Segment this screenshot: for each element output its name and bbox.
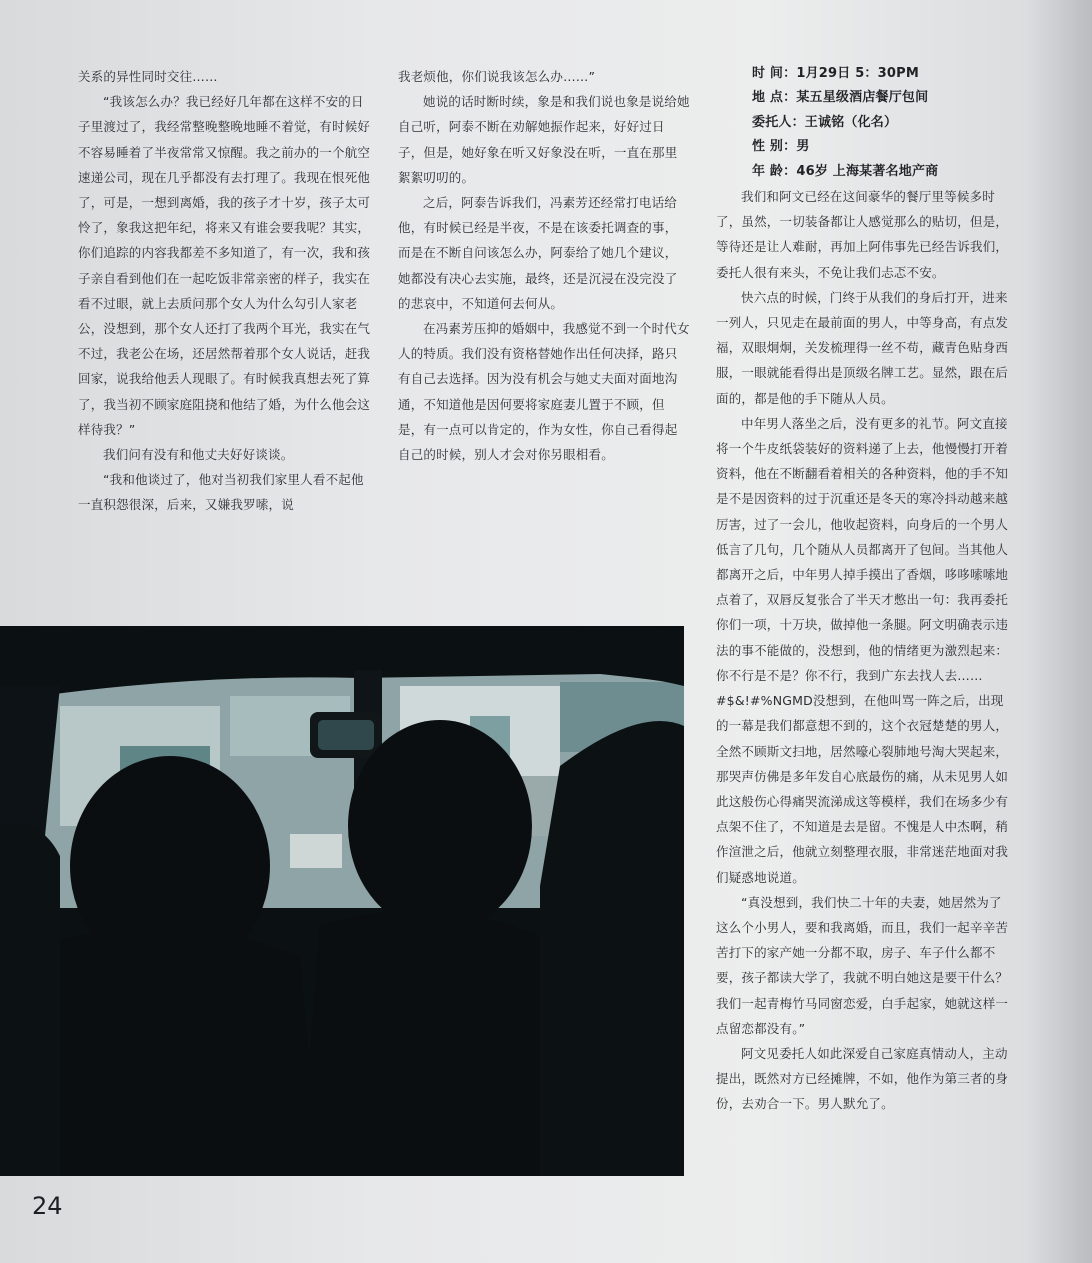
paragraph: 之后，阿泰告诉我们，冯素芳还经常打电话给他，有时候已经是半夜，不是在该委托调查的事，而是在不断自问该怎么办，阿泰给了她几个建议，她都没有决心去实施，最终，还是沉浸在没完没了的悲哀中，不知道何去何从。 <box>398 195 678 311</box>
paragraph: 快六点的时候，门终于从我们的身后打开，进来一列人，只见走在最前面的男人，中等身高，有点发福，双眼炯炯，关发梳理得一丝不苟，藏青色贴身西服，一眼就能看得出是顶级名牌工艺。显然，跟在后面的，都是他的手下随从人员。 <box>716 289 1009 406</box>
paragraph: 阿文见委托人如此深爱自己家庭真情动人，主动提出，既然对方已经摊牌，不如，他作为第三者的身份，去劝合一下。男人默允了。 <box>716 1045 1009 1112</box>
paragraph: “我该怎么办？我已经好几年都在这样不安的日子里渡过了，我经常整晚整晚地睡不着觉，有时候好不容易睡着了半夜常常又惊醒。我之前办的一个航空速递公司，现在几乎都没有去打理了。我现在恨死他了，可是，一想到离婚，我的孩子才十岁，孩子太可怜了，象我这把年纪，将来又有谁会要我呢？其实，你们追踪的内容我都差不多知道了，有一次，我和孩子亲自看到他们在一起吃饭非常亲密的样子，我实在看不过眼，就上去质问那个女人为什么勾引人家老公，没想到，那个女人还打了我两个耳光，我实在气不过，我老公在场，还居然帮着那个女人说话，赶我回家，说我给他丢人现眼了。有时候我真想去死了算了，我当初不顾家庭阻挠和他结了婚，为什么他会这样待我？” <box>78 94 371 437</box>
paragraph: 在冯素芳压抑的婚姻中，我感觉不到一个时代女人的特质。我们没有资格替她作出任何决择，路只有自己去选择。因为没有机会与她丈夫面对面地沟通，不知道他是因何要将家庭妻儿置于不顾，但是，有一点可以肯定的，作为女性，你自己看得起自己的时候，别人才会对你另眼相看。 <box>398 321 690 463</box>
text-column-1 <box>78 64 372 518</box>
car-interior-silhouette-photo <box>0 626 684 1176</box>
case-gender: 性 别：男 <box>752 139 810 155</box>
case-location: 地 点：某五星级酒店餐厅包间 <box>752 90 929 106</box>
paragraph: 我们和阿文已经在这间豪华的餐厅里等候多时了，虽然，一切装备都让人感觉那么的贴切，但是，等待还是让人难耐，再加上阿伟事先已经告诉我们，委托人很有来头，不免让我们忐忑不安。 <box>716 189 1009 280</box>
text-column-3 <box>716 62 1014 1117</box>
case-client: 委托人：王诚铭（化名） <box>752 114 898 130</box>
case-time: 时 间：1月29日 5：30PM <box>752 66 919 81</box>
paragraph: 中年男人落坐之后，没有更多的礼节。阿文直接将一个牛皮纸袋装好的资料递了上去，他慢慢打开着资料，他在不断翻看着相关的各种资料，他的手不知是不是因资料的过于沉重还是冬天的寒冷抖动越来越厉害，过了一会儿，他收起资料，向身后的一个男人低言了几句，几个随从人员都离开了包间。当其他人都离开之后，中年男人掉手摸出了香烟，哆哆嗦嗦地点着了，双唇反复张合了半天才憋出一句：我再委托你们一项，十万块，做掉他一条腿。阿文明确表示违法的事不能做的，没想到，他的情绪更为激烈起来：你不行是不是？你不行，我到广东去找人去……#$&!#%NGMD没想到，在他叫骂一阵之后，出现的一幕是我们都意想不到的，这个衣冠楚楚的男人，全然不顾斯文扫地，居然嚎心裂肺地号淘大哭起来，那哭声仿佛是多年发自心底最伤的痛，从未见男人如此这般伤心得痛哭流涕成这等模样，我们在场多少有点架不住了，不知道是去是留。不愧是人中杰啊，稍作渲泄之后，他就立刻整理衣服，非常迷茫地面对我们疑惑地说道。 <box>716 415 1009 885</box>
paragraph: “我和他谈过了，他对当初我们家里人看不起他一直积怨很深，后来，又嫌我罗嗦，说 <box>78 472 364 513</box>
page-number: 24 <box>32 1192 63 1220</box>
case-age: 年 龄：46岁 上海某著名地产商 <box>752 163 939 179</box>
paragraph: 关系的异性同时交往…… <box>78 69 218 84</box>
paragraph: “真没想到，我们快二十年的夫妻，她居然为了这么个小男人，要和我离婚，而且，我们一起辛辛苦苦打下的家产她一分都不取，房子、车子什么都不要，孩子都读大学了，我就不明白她这是要干什么？我们一起青梅竹马同窗恋爱，白手起家，她就这样一点留恋都没有。” <box>716 894 1009 1036</box>
paragraph: 她说的话时断时续，象是和我们说也象是说给她自己听，阿泰不断在劝解她振作起来，好好过日子，但是，她好象在听又好象没在听，一直在那里絮絮叨叨的。 <box>398 94 690 185</box>
paragraph: 我老烦他，你们说我该怎么办……” <box>398 69 596 84</box>
paragraph: 我们问有没有和他丈夫好好谈谈。 <box>103 447 294 463</box>
text-column-2 <box>398 64 690 467</box>
